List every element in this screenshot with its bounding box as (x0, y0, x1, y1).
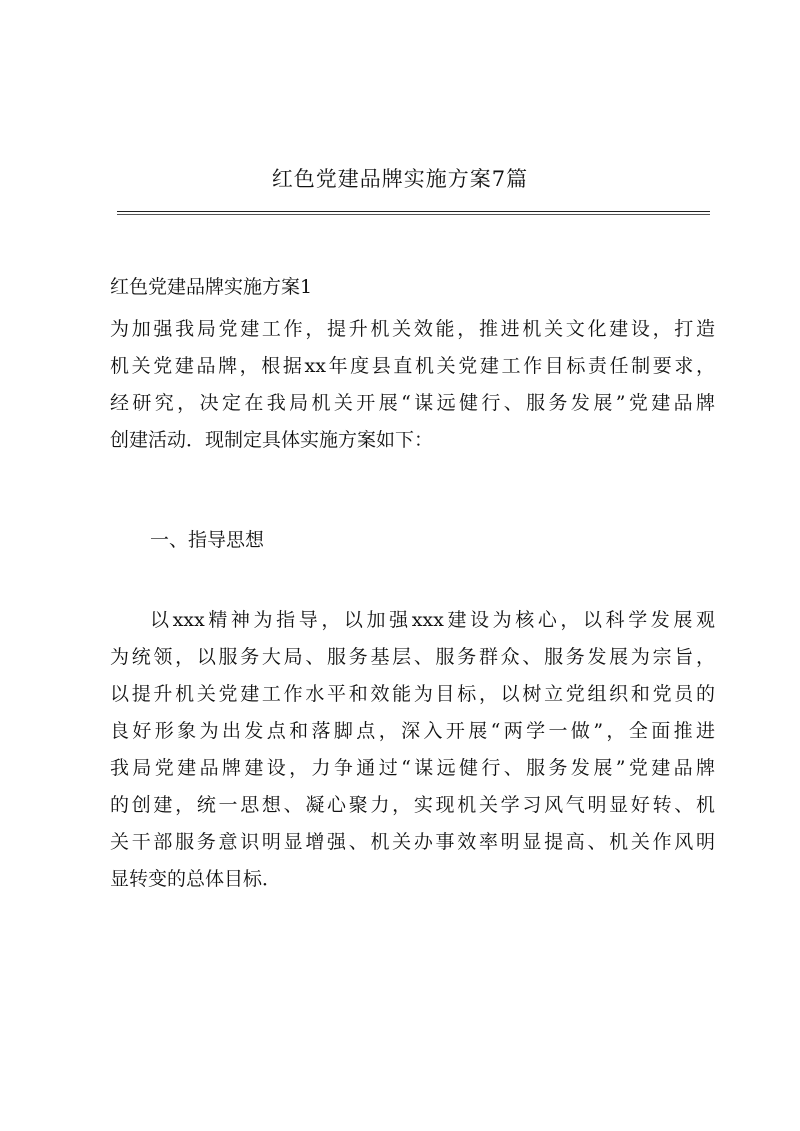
document-title: 红色党建品牌实施方案7篇 (271, 167, 529, 191)
subtitle: 红色党建品牌实施方案1 (110, 276, 313, 298)
section-line: 为统领，以服务大局、服务基层、服务群众、服务发展为宗旨， (110, 646, 715, 668)
section-line: 我局党建品牌建设，力争通过“谋远健行、服务发展”党建品牌 (110, 757, 715, 779)
section-line: 关干部服务意识明显增强、机关办事效率明显提高、机关作风明 (110, 831, 715, 853)
section-heading: 一、指导思想 (150, 529, 265, 551)
title-divider (117, 211, 710, 212)
section-line: 良好形象为出发点和落脚点，深入开展“两学一做”，全面推进 (110, 720, 715, 742)
intro-paragraph (110, 311, 715, 459)
intro-line: 经研究，决定在我局机关开展“谋远健行、服务发展”党建品牌 (110, 392, 715, 414)
intro-line: 为加强我局党建工作，提升机关效能，推进机关文化建设，打造 (110, 318, 715, 340)
section-line: 以xxx精神为指导，以加强xxx建设为核心，以科学发展观 (150, 609, 715, 631)
intro-line: 创建活动．现制定具体实施方案如下： (110, 429, 434, 451)
section-line: 的创建，统一思想、凝心聚力，实现机关学习风气明显好转、机 (110, 794, 715, 816)
section-paragraph (110, 602, 715, 898)
section-line: 显转变的总体目标． (110, 868, 282, 890)
section-line: 以提升机关党建工作水平和效能为目标，以树立党组织和党员的 (110, 683, 715, 705)
title-divider-secondary (117, 214, 710, 215)
intro-line: 机关党建品牌，根据xx年度县直机关党建工作目标责任制要求， (110, 355, 715, 377)
